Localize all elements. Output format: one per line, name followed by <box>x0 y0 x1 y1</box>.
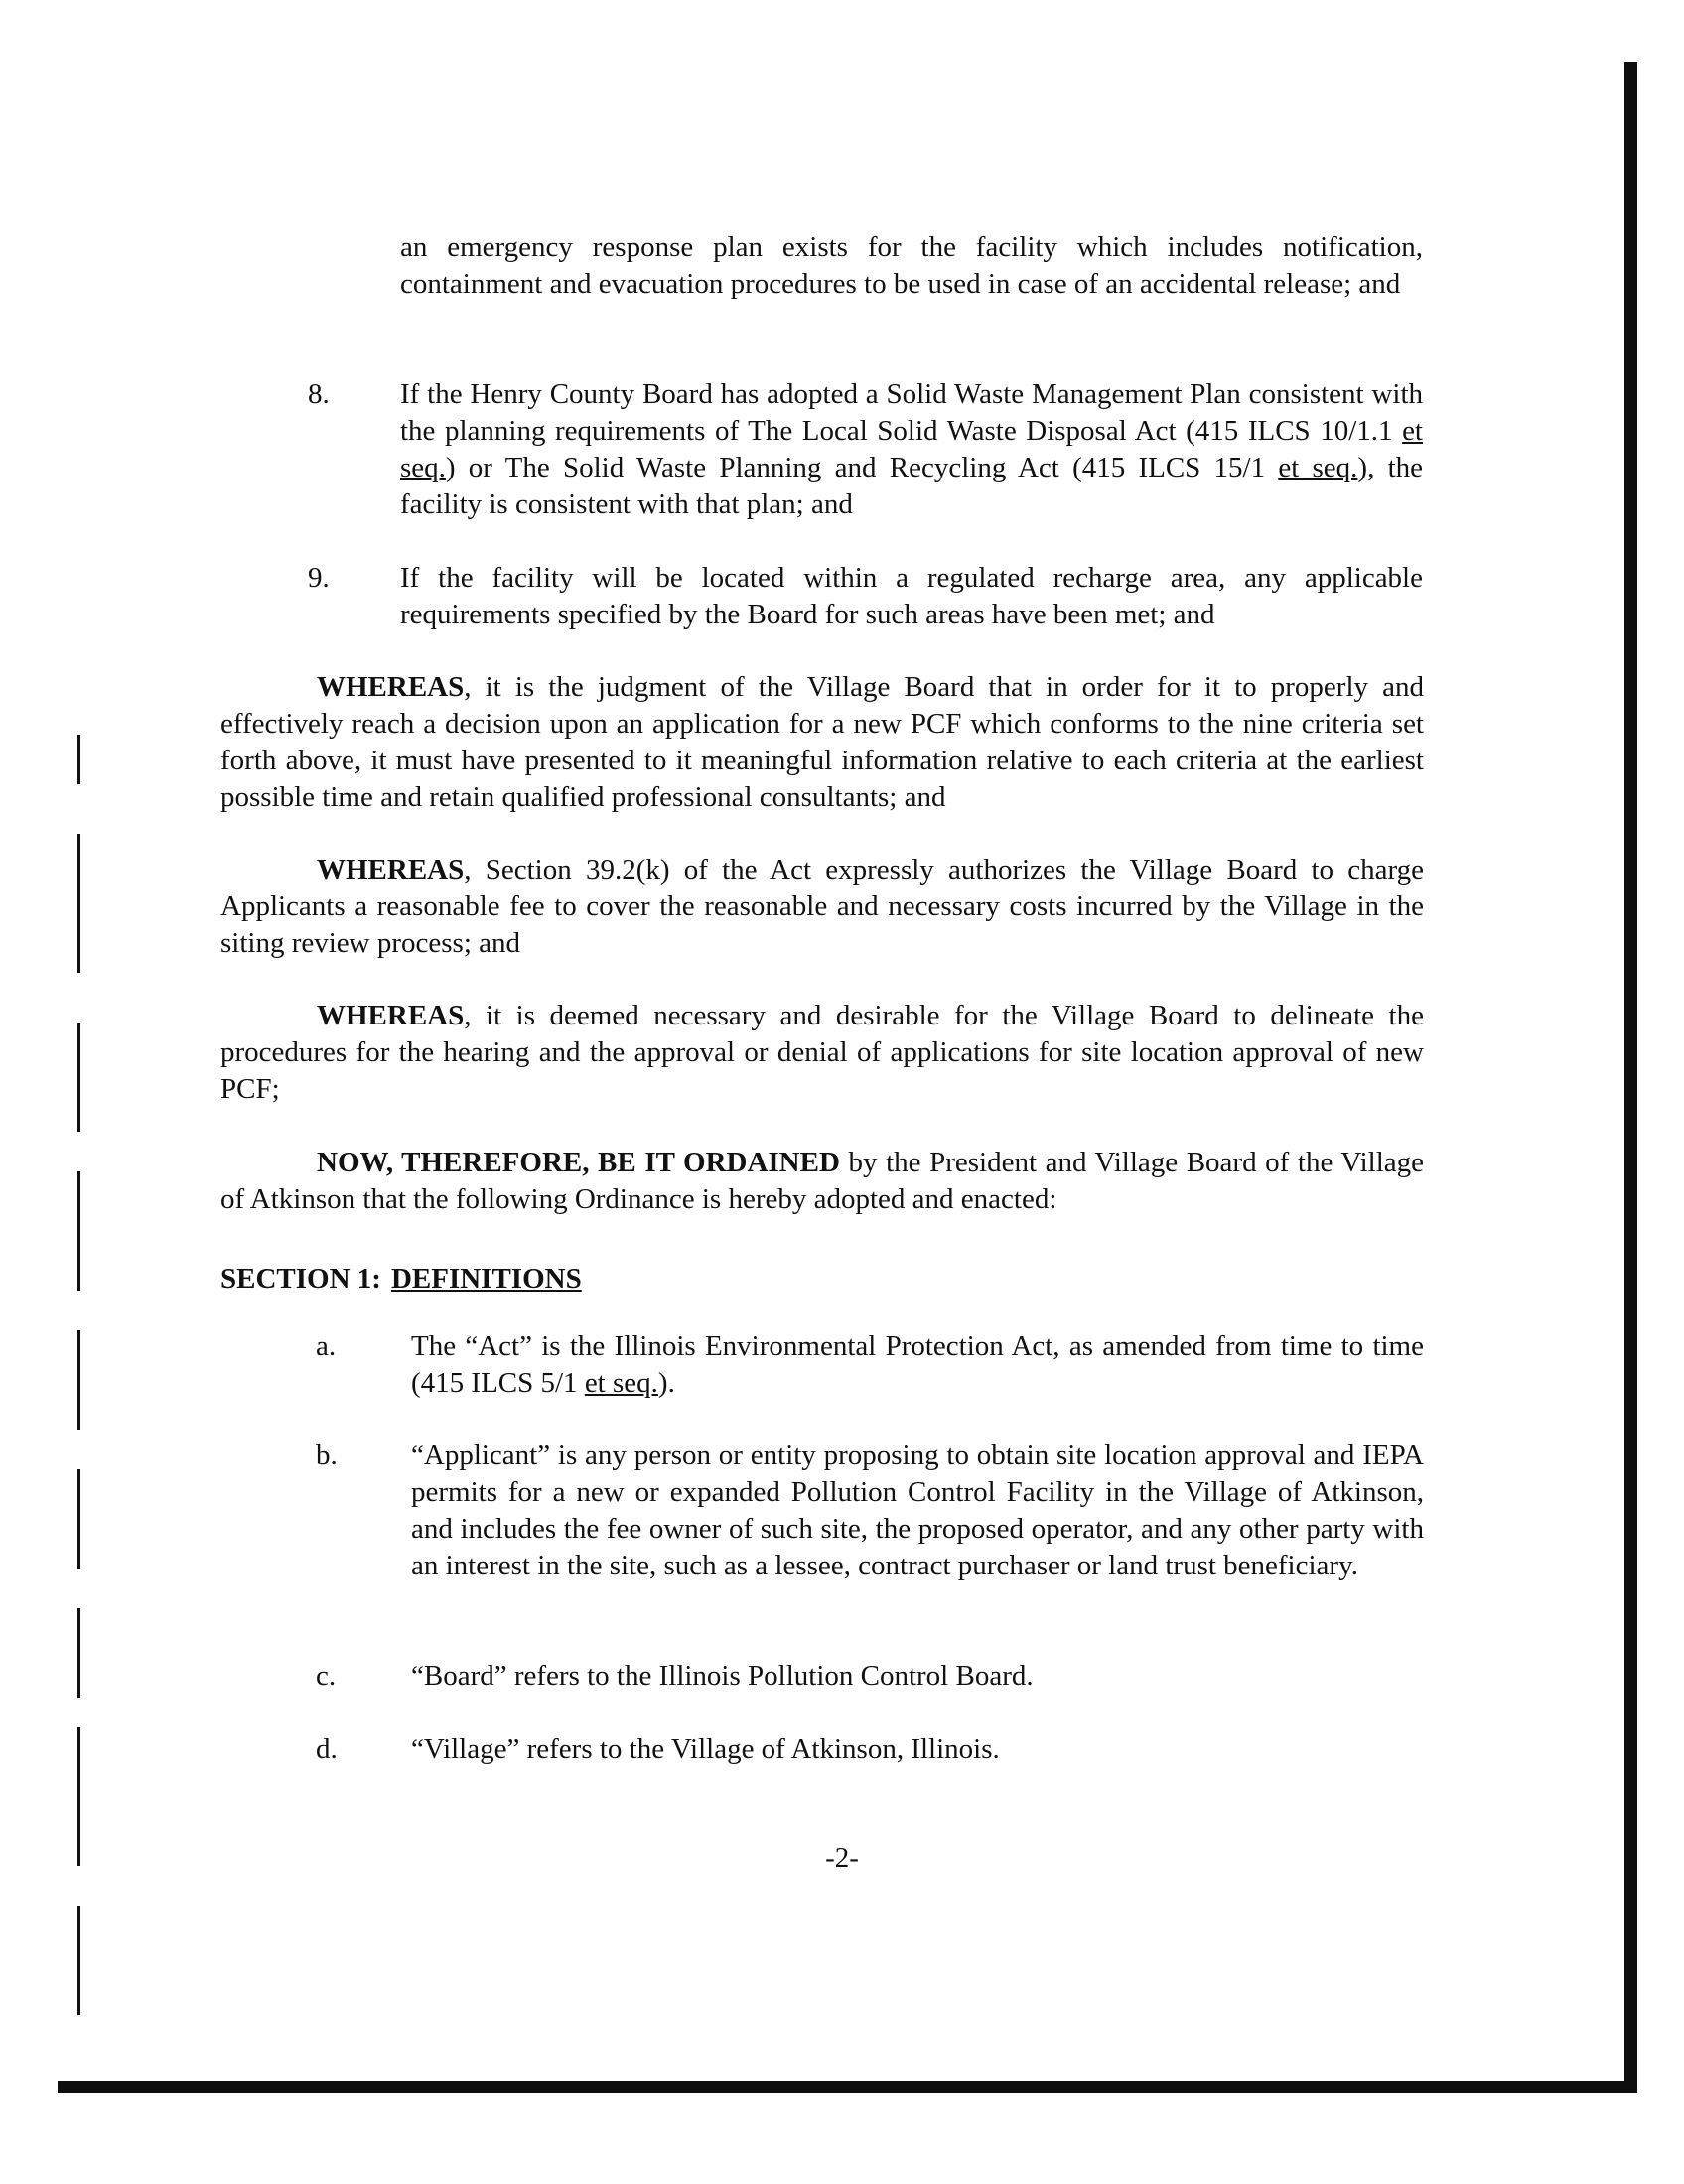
definition-text: “Applicant” is any person or entity proposing to obtain site location approval and IEPA permits for a new or expanded Pollution Control Facility in the Village of Atkinson, and includes the fee owner of such site, the proposed operator, and any other party with an interest in the site, such as a lessee, contract purchaser or land trust beneficiary. <box>411 1439 1424 1581</box>
whereas-paragraph-1: WHEREAS, it is the judgment of the Village Board that in order for it to properly and effectively reach a decision upon an application for a new PCF which conforms to the nine criteria set forth above, it must have presented to it meaningful information relative to each criteria at the earliest possible time and retain qualified professional consultants; and <box>220 671 1424 813</box>
scan-border-bottom <box>58 2081 1637 2093</box>
definition-text: The “Act” is the Illinois Environmental Protection Act, as amended from time to time (415 ILCS 5/1 et seq.). <box>411 1330 1424 1399</box>
definition-text: “Board” refers to the Illinois Pollution Control Board. <box>411 1660 1034 1692</box>
definition-letter: d. <box>316 1733 338 1765</box>
whereas-paragraph-3: WHEREAS, it is deemed necessary and desirable for the Village Board to delineate the procedures for the hearing and the approval or denial of applications for site location approval of new PCF; <box>220 1000 1424 1105</box>
definition-text: “Village” refers to the Village of Atkinson, Illinois. <box>411 1733 1000 1765</box>
page-number: -2- <box>825 1843 859 1874</box>
definition-letter: a. <box>316 1330 337 1362</box>
scan-edge-marks <box>77 655 89 2045</box>
scan-border-right <box>1624 62 1637 2092</box>
item-text: If the facility will be located within a regulated recharge area, any applicable requirements specified by the Board for such areas have been met; and <box>400 562 1423 630</box>
whereas-paragraph-2: WHEREAS, Section 39.2(k) of the Act expressly authorizes the Village Board to charge Applicants a reasonable fee to cover the reasonable and necessary costs incurred by the Village in the siting review process; and <box>220 854 1424 959</box>
section-heading: SECTION 1: DEFINITIONS <box>220 1263 582 1295</box>
item-text: If the Henry County Board has adopted a Solid Waste Management Plan consistent with the planning requirements of The Local Solid Waste Disposal Act (415 ILCS 10/1.1 et seq.) or The Solid Waste Planning and Recycling Act (415 ILCS 15/1 et seq.), the facility is consistent with that plan; and <box>400 378 1423 520</box>
definition-letter: b. <box>316 1439 338 1471</box>
item-number: 9. <box>308 562 330 594</box>
continuation-paragraph: an emergency response plan exists for the facility which includes notification, containment and evacuation procedures to be used in case of an accidental release; and <box>400 231 1423 300</box>
item-number: 8. <box>308 378 330 410</box>
ordained-paragraph: NOW, THEREFORE, BE IT ORDAINED by the President and Village Board of the Village of Atkinson that the following Ordinance is hereby adopted and enacted: <box>220 1147 1425 1215</box>
definition-letter: c. <box>316 1660 337 1692</box>
